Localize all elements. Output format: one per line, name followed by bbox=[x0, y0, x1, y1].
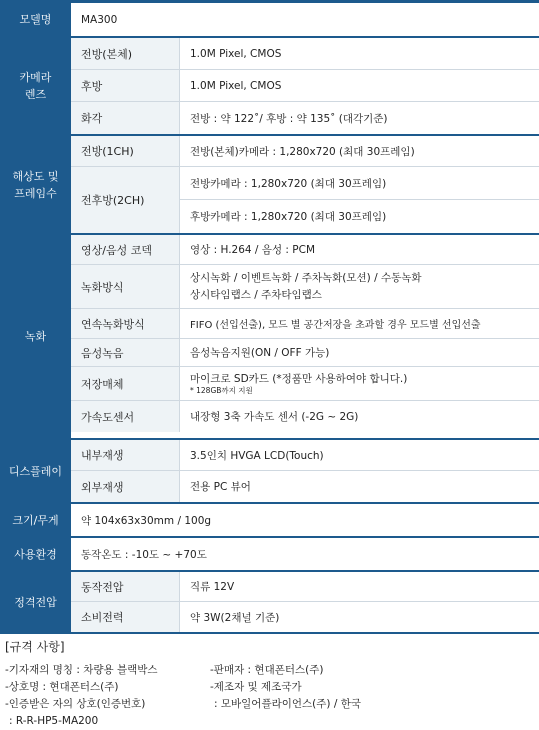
resolution-group bbox=[0, 136, 539, 235]
power-consumption-row bbox=[71, 602, 539, 632]
storage-note: * 128GB까지 지원 bbox=[190, 386, 253, 395]
continuous-label: 연속녹화방식 bbox=[71, 309, 180, 338]
res-2ch-rear: 후방카메라 : 1,280x720 (최대 30프레임) bbox=[190, 210, 387, 223]
gsensor-row bbox=[71, 401, 539, 432]
camera-lens-category bbox=[0, 38, 71, 134]
storage-label: 저장매체 bbox=[71, 367, 180, 400]
gsensor-label: 가속도센서 bbox=[71, 401, 180, 432]
legal-item-device-name: -기자재의 명칭 : 차량용 블랙박스 bbox=[5, 664, 158, 676]
power-consumption-value: 약 3W(2채널 기준) bbox=[190, 611, 280, 624]
resolution-label-1: 해상도 및 bbox=[12, 169, 59, 183]
res-1ch-label: 전방(1CH) bbox=[71, 136, 180, 166]
power-category: 정격전압 bbox=[0, 572, 71, 632]
rec-mode-label: 녹화방식 bbox=[71, 265, 180, 308]
audio-row bbox=[71, 339, 539, 367]
op-voltage-label: 동작전압 bbox=[71, 572, 180, 601]
resolution-label-2: 프레임수 bbox=[14, 186, 57, 200]
angle-label: 화각 bbox=[71, 102, 180, 134]
camera-front-value: 1.0M Pixel, CMOS bbox=[190, 47, 282, 60]
internal-play-row bbox=[71, 440, 539, 471]
external-play-value: 전용 PC 뷰어 bbox=[190, 481, 251, 493]
camera-rear-label: 후방 bbox=[71, 70, 180, 101]
model-category: 모델명 bbox=[0, 3, 71, 36]
legal-section bbox=[5, 638, 535, 730]
codec-row bbox=[71, 235, 539, 265]
camera-front-row bbox=[71, 38, 539, 70]
rec-mode-line-1: 상시녹화 / 이벤트녹화 / 주차녹화(모션) / 수동녹화 bbox=[190, 271, 422, 284]
codec-value: 영상 : H.264 / 음성 : PCM bbox=[190, 244, 316, 256]
angle-value: 전방 : 약 122˚/ 후방 : 약 135˚ (대각기준) bbox=[190, 112, 388, 125]
recording-rows bbox=[71, 235, 539, 438]
res-1ch-value: 전방(본체)카메라 : 1,280x720 (최대 30프레임) bbox=[190, 145, 415, 158]
storage-row bbox=[71, 367, 539, 401]
camera-front-label: 전방(본체) bbox=[71, 38, 180, 69]
rec-mode-row bbox=[71, 265, 539, 309]
storage-value bbox=[180, 367, 539, 400]
recording-group bbox=[0, 235, 539, 440]
legal-right-column bbox=[210, 662, 510, 730]
model-value: MA300 bbox=[81, 13, 118, 26]
resolution-category bbox=[0, 136, 71, 233]
power-rows bbox=[71, 572, 539, 632]
internal-play-value: 3.5인치 HVGA LCD(Touch) bbox=[190, 449, 324, 462]
legal-columns bbox=[5, 662, 535, 730]
continuous-row bbox=[71, 309, 539, 339]
display-rows bbox=[71, 440, 539, 502]
recording-category: 녹화 bbox=[0, 235, 71, 438]
internal-play-label: 내부재생 bbox=[71, 440, 180, 470]
external-play-label: 외부재생 bbox=[71, 471, 180, 502]
camera-lens-rows bbox=[71, 38, 539, 134]
legal-item-manufacturer-value: : 모바일어플라이언스(주) / 한국 bbox=[214, 698, 361, 710]
continuous-value: FIFO (선입선출), 모드 별 공간저장을 초과할 경우 모드별 선입선출 bbox=[190, 320, 481, 331]
res-2ch-row bbox=[71, 167, 539, 233]
legal-item-cert-number: : R-R-HP5-MA200 bbox=[9, 715, 99, 727]
op-voltage-row bbox=[71, 572, 539, 602]
model-row bbox=[0, 3, 539, 38]
res-2ch-front: 전방카메라 : 1,280x720 (최대 30프레임) bbox=[180, 167, 539, 200]
legal-item-certified-by: -인증받은 자의 상호(인증번호) bbox=[5, 698, 146, 710]
codec-label: 영상/음성 코덱 bbox=[71, 235, 180, 264]
environment-row bbox=[0, 538, 539, 572]
resolution-rows bbox=[71, 136, 539, 233]
rec-mode-value bbox=[180, 265, 539, 308]
legal-item-seller: -판매자 : 현대폰터스(주) bbox=[210, 664, 324, 676]
power-group bbox=[0, 572, 539, 634]
camera-lens-group bbox=[0, 38, 539, 136]
res-2ch-label: 전후방(2CH) bbox=[71, 167, 180, 233]
environment-category: 사용환경 bbox=[0, 538, 71, 570]
op-voltage-value: 직류 12V bbox=[190, 581, 235, 593]
gsensor-value: 내장형 3축 가속도 센서 (-2G ~ 2G) bbox=[190, 411, 359, 423]
display-group bbox=[0, 440, 539, 504]
environment-value: 동작온도 : -10도 ~ +70도 bbox=[81, 548, 207, 561]
camera-lens-label-1: 카메라 bbox=[19, 71, 52, 84]
display-category: 디스플레이 bbox=[0, 440, 71, 502]
camera-lens-label-2: 렌즈 bbox=[24, 88, 47, 101]
legal-title: [규격 사항] bbox=[5, 640, 65, 654]
power-consumption-label: 소비전력 bbox=[71, 602, 180, 632]
camera-rear-value: 1.0M Pixel, CMOS bbox=[190, 79, 282, 92]
audio-value: 음성녹음지원(ON / OFF 가능) bbox=[190, 347, 330, 359]
size-value: 약 104x63x30mm / 100g bbox=[81, 514, 212, 527]
legal-item-manufacturer: -제조자 및 제조국가 bbox=[210, 681, 302, 693]
angle-row bbox=[71, 102, 539, 134]
camera-rear-row bbox=[71, 70, 539, 102]
size-row bbox=[0, 504, 539, 538]
res-2ch-values bbox=[180, 167, 539, 233]
external-play-row bbox=[71, 471, 539, 502]
size-category: 크기/무게 bbox=[0, 504, 71, 536]
res-1ch-row bbox=[71, 136, 539, 167]
audio-label: 음성녹음 bbox=[71, 339, 180, 366]
legal-item-company: -상호명 : 현대폰터스(주) bbox=[5, 681, 119, 693]
legal-left-column bbox=[5, 662, 210, 730]
rec-mode-line-2: 상시타임랩스 / 주차타임랩스 bbox=[190, 288, 322, 301]
storage-main: 마이크로 SD카드 (*정품만 사용하여야 합니다.) bbox=[190, 373, 408, 385]
